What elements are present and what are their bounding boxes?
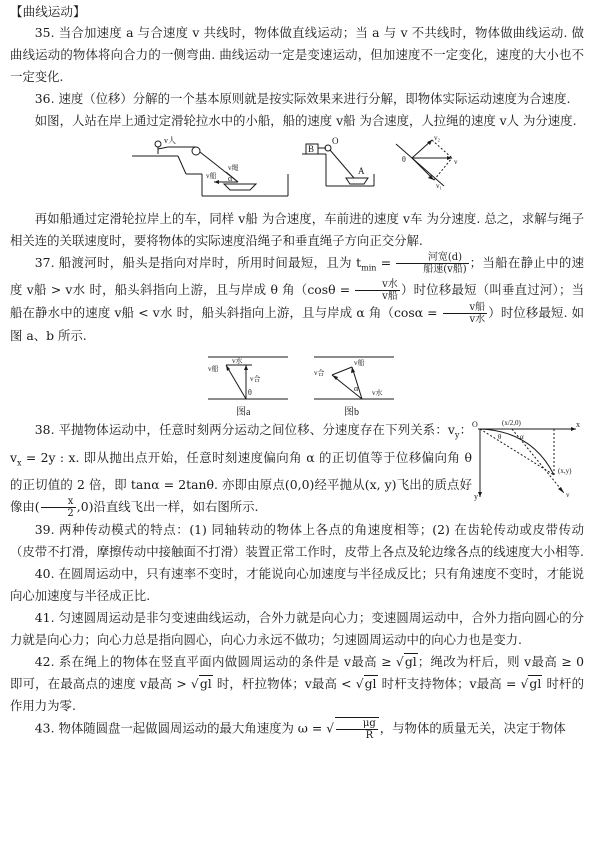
A-label: A bbox=[358, 166, 365, 176]
p38-text-c: = 2y : x. 即从抛出点开始，任意时刻速度偏向角 α 的正切值等于位移偏向角 θ 的正切值的 2 倍，即 tanα = 2tanθ. 亦即由原点(0,0)经平抛从(x, y)飞出的质点好像由( bbox=[10, 449, 472, 515]
p43-text-b: ，与物体的质量无关，决定于物体 bbox=[379, 720, 566, 736]
frac2-den: v船 bbox=[382, 291, 398, 303]
p42-text-c: 时，杆拉物体；v最高 < bbox=[212, 676, 356, 692]
sqrt-gl-2: gl bbox=[199, 676, 212, 692]
a-vsum-label: v合 bbox=[250, 375, 261, 384]
paragraph-42: 42. 系在绳上的物体在竖直平面内做圆周运动的条件是 v最高 ≥ √gl；绳改为杆后，则 v最高 ≥ 0 即可，在最高点的速度 v最高 > √gl 时，杆拉物体；v最高 < √gl 时杆支持物体；v最高 = √gl 时杆的作用力为零. bbox=[10, 654, 584, 714]
figure-37-row bbox=[10, 351, 584, 419]
p37-eq: = bbox=[376, 255, 396, 270]
paragraph-37 bbox=[10, 252, 584, 347]
p38-text-d: ,0)沿直线飞出一样，如右图所示. bbox=[76, 499, 259, 515]
figure-36-decomposition bbox=[392, 134, 462, 208]
p42-text-e: 时杆的作用力为零. bbox=[10, 676, 584, 714]
fig38-y-label: y bbox=[474, 492, 478, 502]
p37-text-d: ）时位移最短. 如图 a、b 所示. bbox=[10, 305, 584, 344]
alpha-label: α bbox=[228, 174, 233, 183]
fig38-alpha-label: α bbox=[520, 433, 524, 442]
fig38-point-label: (x/2,0) bbox=[502, 419, 521, 428]
frac38-den: 2 bbox=[67, 508, 74, 520]
fraction-x-half bbox=[41, 496, 76, 519]
fig38-O-label: O bbox=[472, 420, 478, 430]
fraction-cos-alpha bbox=[443, 302, 487, 325]
paragraph-36b: 如图，人站在岸上通过定滑轮拉水中的小船，船的速度 v船 为合速度，人拉绳的速度 v人 为分速度. bbox=[34, 113, 577, 128]
p42-text-d: 时杆支持物体；v最高 = bbox=[377, 676, 521, 692]
p37-text-a: 37. 船渡河时，船头是指向对岸时，所用时间最短，且为 t bbox=[34, 255, 362, 270]
paragraph-40: 40. 在圆周运动中，只有速率不变时，才能说向心加速度与半径成反比；只有角速度不变时，才能说向心加速度与半径成正比. bbox=[10, 566, 584, 604]
v-label: v bbox=[454, 158, 458, 166]
fraction-time bbox=[396, 252, 468, 275]
paragraph-36c: 再如船通过定滑轮拉岸上的车，同样 v船 为合速度，车前进的速度 v车 为分速度. 总之，求解与绳子相关连的关联速度时，要将物体的实际速度沿绳子和垂直绳子方向正交分解. bbox=[10, 211, 584, 248]
sqrt-gl-3: gl bbox=[364, 676, 377, 692]
p42-text-b: ；绳改为杆后，则 v最高 ≥ 0 即可，在最高点的速度 v最高 > bbox=[10, 654, 584, 692]
frac43-den: R bbox=[365, 730, 374, 742]
b-vwater-label: v水 bbox=[372, 389, 383, 398]
paragraph-43: 43. 物体随圆盘一起做圆周运动的最大角速度为 ω = √ $\frac{\mu g}{R}$ ，与物体的质量无关，决定于物体 bbox=[34, 718, 566, 742]
frac3-den: v水 bbox=[469, 314, 486, 326]
fig38-xy-label: (x,y) bbox=[558, 467, 572, 476]
section-title: 【曲线运动】 bbox=[10, 4, 86, 19]
frac-den: 船速(v船) bbox=[423, 264, 467, 275]
theta-label: θ bbox=[402, 155, 406, 164]
p37-text-b: ；当船在静止中的速度 v船 > v水 时，船头斜指向上游，且与岸成 θ 角（cosθ = bbox=[10, 255, 585, 298]
a-vwater-label: v水 bbox=[232, 357, 243, 366]
figure-38 bbox=[472, 417, 584, 501]
B-label: B bbox=[308, 144, 315, 154]
frac38-num: x bbox=[41, 496, 76, 508]
paragraph-41: 41. 匀速圆周运动是非匀变速曲线运动，合外力就是向心力；变速圆周运动中，合外力指向圆心的分力就是向心力；向心力总是指向圆心，向心力永远不做功；匀速圆周运动中的向心力也是变力. bbox=[10, 610, 584, 648]
p38-text-a: 38. 平抛物体运动中，任意时刻两分运动之间位移、分速度存在下列关系：v bbox=[34, 422, 455, 438]
a-vboat-label: v船 bbox=[208, 365, 219, 374]
v-boat-label: v船 bbox=[206, 172, 217, 180]
p43-text-a: 43. 物体随圆盘一起做圆周运动的最大角速度为 ω = bbox=[34, 720, 327, 736]
frac43-num: μg bbox=[336, 718, 378, 730]
v-person-label: v人 bbox=[164, 136, 176, 145]
b-alpha-label: α bbox=[354, 384, 359, 394]
figure-37b bbox=[312, 351, 396, 413]
figure-37a bbox=[206, 351, 290, 413]
v1-label: v₁ bbox=[436, 182, 442, 190]
p37-text-c: ）时位移最短（叫垂直过河）；当船在静水中的速度 v船 < v水 时，船头斜指向上游，且与岸成 α 角（cosα = bbox=[10, 282, 584, 321]
paragraph-38: 38. 平抛物体运动中，任意时刻两分运动之间位移、分速度存在下列关系：$v_y$：$v_x = 2y$ : x. 即从抛出点开始，任意时刻速度偏向角 α 的正切值等于位移偏向角 θ 的正切值的 2 倍，即 tanα = 2tanθ. 亦即由原点(0,0)经平抛从(x, y)飞出的质点好像由( $\frac{x}{2}$ ,0)沿直线飞出一样，如右图所示. bbox=[10, 422, 472, 520]
frac3-num: v船 bbox=[443, 302, 487, 314]
a-theta-label: θ bbox=[248, 388, 252, 398]
v2-label: v₂ bbox=[434, 134, 440, 142]
p38-text-b: ：v bbox=[10, 422, 472, 465]
sqrt-gl-4: gl bbox=[529, 676, 542, 692]
p42-text-a: 42. 系在绳上的物体在竖直平面内做圆周运动的条件是 v最高 ≥ bbox=[34, 654, 396, 670]
paragraph-36: 36. 速度（位移）分解的一个基本原则就是按实际效果来进行分解，即物体实际运动速度为合速度. bbox=[34, 91, 571, 106]
fig38-x-label: x bbox=[576, 420, 580, 430]
b-vboat-label: v船 bbox=[354, 359, 365, 368]
fraction-cos-theta bbox=[355, 279, 399, 302]
O-label: O bbox=[332, 136, 339, 146]
figure-36-car-boat bbox=[302, 134, 382, 208]
figure-36-person-boat bbox=[130, 134, 290, 208]
paragraph-35: 35. 当合加速度 a 与合速度 v 共线时，物体做直线运动；当 a 与 v 不共线时，物体做曲线运动. 做曲线运动的物体将向合力的一侧弯曲. 曲线运动一定是变速运动，但加速度不一定变化，速度的大小也不一定变化. bbox=[10, 25, 584, 84]
fig38-v-label: v bbox=[566, 491, 570, 500]
v-rope-label: v绳 bbox=[228, 164, 239, 172]
fraction-mu-g-r bbox=[335, 717, 379, 741]
paragraph-39: 39. 两种传动模式的特点：(1) 同轴转动的物体上各点的角速度相等；(2) 在齿轮传动或皮带传动（皮带不打滑，摩擦传动中接触面不打滑）装置正常工作时，皮带上各点及轮边缘各点的线速度大小相等. bbox=[10, 522, 584, 560]
tmin-sub: min bbox=[361, 263, 377, 273]
frac-num: 河宽(d) bbox=[396, 252, 468, 264]
fig38-theta-label: θ bbox=[498, 433, 502, 442]
frac2-num: v水 bbox=[355, 279, 399, 291]
caption-fig-b: 图b bbox=[344, 407, 359, 419]
figure-36-row bbox=[10, 134, 584, 208]
paragraph-38-block bbox=[10, 419, 584, 519]
sqrt-gl-1: gl bbox=[404, 654, 417, 670]
caption-fig-a: 图a bbox=[236, 407, 251, 419]
b-vsum-label: v合 bbox=[314, 369, 325, 378]
